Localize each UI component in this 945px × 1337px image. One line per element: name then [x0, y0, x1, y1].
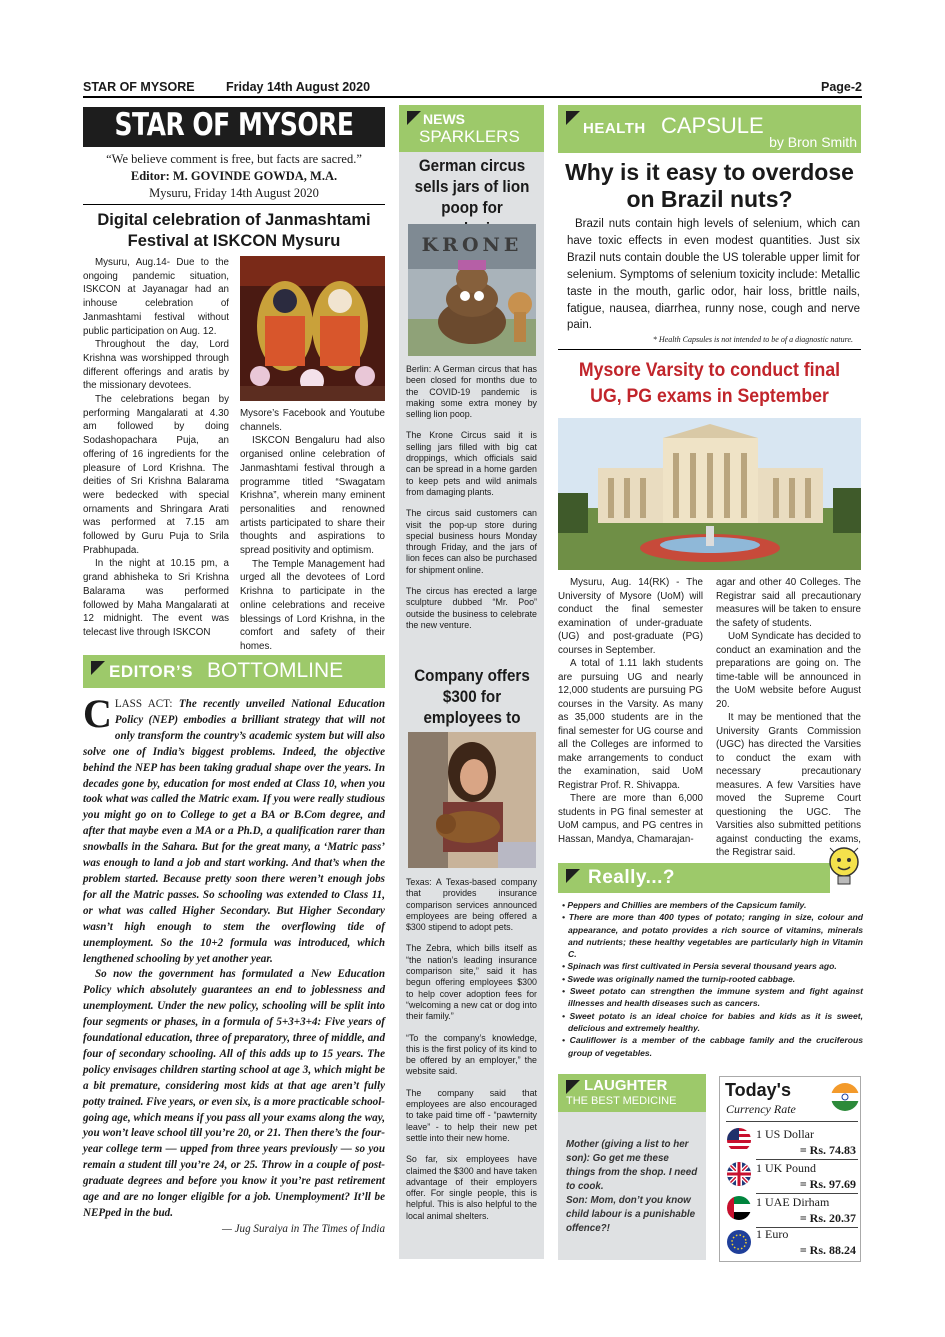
currency-box	[719, 1076, 861, 1262]
bottomline-article	[83, 691, 386, 1238]
really-banner	[558, 863, 830, 893]
currency-name-gbp: 1 UK Pound	[756, 1161, 817, 1175]
really-item-text: Sweet potato can strengthen the immune system and fight against illnesses and health diseases such as cancers.	[568, 986, 863, 1009]
health-label-bold: HEALTH	[583, 120, 646, 137]
janmashtami-paragraph: Throughout the day, Lord Krishna was worshipped through different offerings and aratis by the missionary devotees.	[83, 339, 229, 392]
bottomline-corner-mark	[91, 661, 105, 675]
varsity-paragraph: UoM Syndicate has decided to conduct an examination and the preparations are going on. The time-table will be announced in the UoM website before August 20.	[716, 631, 861, 710]
laughter-corner-mark	[566, 1080, 580, 1094]
varsity-paragraph: agar and other 40 Colleges. The Registrar said all precautionary measures will be taken to ensure the safety of students.	[716, 577, 861, 629]
news-label-light: SPARKLERS	[419, 127, 520, 146]
currency-name-usd: 1 US Dollar	[756, 1127, 814, 1141]
really-item-text: There are more than 400 types of potato; ranging in size, colour and appearance, and potato provides a rich source of vitamins, minerals and nutrients; these healthy vegetables are particularly high in Vitamin C.	[568, 912, 863, 960]
currency-row-rule	[756, 1159, 858, 1160]
health-disclaimer: * Health Capsules is not intended to be of a diagnostic nature.	[652, 335, 853, 344]
pet-adoption-photo	[408, 732, 536, 868]
news-label-bold: NEWS	[423, 111, 465, 127]
really-item: • Cauliflower is a member of the cabbage family and the cruciferous group of vegetables.	[562, 1035, 863, 1058]
laughter-title: LAUGHTER	[584, 1077, 668, 1094]
varsity-paragraph: Mysuru, Aug. 14(RK) - The University of Mysore (UoM) will conduct the final semester examination of under-graduate (UG) and post-graduate (PG) courses in September.	[558, 577, 703, 656]
janmashtami-right-column	[240, 407, 385, 654]
woman-with-dog-illustration	[408, 732, 536, 868]
bottomline-text-1: The recently unveiled National Education Policy (NEP) embodies a brilliant strategy that will not only transform the country’s academic system but will also solve one of India’s biggest problems. Indeed, the objective behind the NEP has been taking gradual shape over the years. In decades gone by, education for most ended at Class 10, when you took what was called the Matric exam. If you were really studious you might go on to College to get a BA or B.Com degree, and after that maybe even a MA or a Ph.D, a qualification rarer than snowballs in the Sahara. But for the great many, a ‘Matric pass’ was enough to land a job and start working. And that’s when the problem started. Because pretty soon there weren’t enough jobs for all the Matric passes. So schooling was extended to Class 11, or what was called Higher Secondary. But Higher Secondary wasn’t high enough to stem the overflowing tide of unemployment. So the 10+2 formula was introduced, which lengthened schooling by yet another year.	[83, 698, 386, 965]
news-paragraph: The circus has erected a large sculpture dubbed “Mr. Poo” outside the business to celebrate the new venture.	[406, 586, 537, 630]
janmashtami-paragraph: In the night at 10.15 pm, a grand abhisheka to Sri Krishna Balarama was performed followed by Maha Mangalarati at 12 midnight. The event was telecast live through ISKCON	[83, 558, 229, 638]
news-paragraph: The circus said customers can visit the pop-up store during special business hours Monday through Friday, and the jars of lion feces can also be purchased for shipment online.	[406, 508, 537, 575]
news-story-2	[406, 877, 537, 1222]
masthead-editor: Editor: M. GOVINDE GOWDA, M.A.	[130, 169, 338, 183]
varsity-column-2	[716, 576, 861, 860]
really-item: • Sweet potato is an ideal choice for babies and kids as it is sweet, delicious and extremely healthy.	[562, 1010, 863, 1033]
news-paragraph: The company said that employees are also encouraged to take paid time off - “pawternity leave” - to help their new pet settle into their new home.	[406, 1087, 537, 1143]
news-corner-mark	[407, 111, 421, 125]
really-item: • Swede was originally named the turnip-rooted cabbage.	[562, 973, 796, 984]
janmashtami-paragraph: Mysore’s Facebook and Youtube channels.	[240, 408, 385, 433]
eu-flag-icon	[727, 1230, 751, 1254]
currency-value-aed: = Rs. 20.37	[799, 1211, 856, 1225]
india-flag-icon	[831, 1083, 859, 1111]
janmashtami-paragraph: The Temple Management had urged all the devotees of Lord Krishna to participate in the online celebrations and receive blessings of Lord Krishna, in the comfort and safety of their homes.	[240, 558, 385, 652]
really-item-text: Sweet potato is an ideal choice for babies and kids as it is sweet, delicious and extremely healthy.	[568, 1010, 863, 1033]
news-story-1	[406, 364, 537, 631]
news-paragraph: Berlin: A German circus that has been closed for months due to the COVID-19 pandemic is making some extra money by selling lion poop.	[406, 364, 537, 420]
bottomline-label-light: BOTTOMLINE	[207, 659, 344, 682]
varsity-paragraph: A total of 1.11 lakh students are pursuing UG and nearly 12,000 students are pursuing PG courses in the Varsity. As many as 35,000 students are in the final semester for UG course and all the Colleges are informed to make arrangements to conduct the examination, said UoM Registrar Prof. R. Shivappa.	[558, 658, 703, 791]
masthead-motto: “We believe comment is free, but facts are sacred.”	[106, 152, 362, 166]
bottomline-paragraph-2: So now the government has formulated a New Education Policy which absolutely guarantees an end to joblessness and unemployment. Under the new policy, schooling will be split into four segments or phases, in a formula of 5+3+3+4: Five years of foundational education, three of preparatory, three of middle, and four of secondary schooling. All of this adds up to 15 years. The policy envisages children starting school at age 3, which might be a bit premature, considering most kids at that age aren’t fully potty trained. Five years, or even six, is a more practicable school-going age, which means if you pass all your exams along the way, you won’t leave school till you’re 20, or 21. Then there’s the four-year college term — upped from three years previously — so you remain a student till you’re 24, or 25. Throw in a couple of post-graduate degrees and before you know it you’re past retirement age and are no longer eligible for a job. Unemployment? It’ll be NEPped in the bud.	[83, 968, 385, 1219]
currency-value-gbp: = Rs. 97.69	[799, 1177, 856, 1191]
janmashtami-left-column	[83, 256, 229, 640]
really-item: • Peppers and Chillies are members of the Capsicum family.	[562, 900, 807, 910]
really-item: • Sweet potato can strengthen the immune system and fight against illnesses and health diseases such as cancers.	[562, 986, 863, 1009]
header-rule	[83, 96, 862, 98]
health-rule	[558, 349, 861, 350]
laughter-banner	[558, 1074, 706, 1112]
uae-flag-icon	[727, 1196, 751, 1220]
crawford-hall-illustration	[558, 418, 861, 570]
really-list	[560, 899, 863, 1059]
bottomline-dropcap: C	[83, 691, 112, 736]
header-page-number: Page-2	[821, 80, 862, 94]
really-item: • Spinach was first cultivated in Persia several thousand years ago.	[562, 961, 837, 972]
news-headline-1: German circus sells jars of lion poop for	[414, 157, 530, 217]
masthead-title: STAR OF MYSORE	[114, 106, 354, 143]
bottomline-banner	[83, 655, 385, 688]
header-paper-name: STAR OF MYSORE	[83, 80, 195, 94]
health-body: Brazil nuts contain high levels of selenium, which can have toxic effects in even modest quantities. Just six Brazil nuts contain double the US tolerable upper limit for selenium. Symptoms of selenium toxicity include: Metallic taste in the mouth, garlic odor, hair loss, brittle nails, fatigue, nausea, diarrhea, runny nose, cough and nerve pain.	[567, 218, 860, 332]
really-item-text: Swede was originally named the turnip-rooted cabbage.	[567, 973, 796, 984]
header-date: Friday 14th August 2020	[226, 80, 371, 94]
really-corner-mark	[566, 869, 580, 883]
masthead-rule	[83, 204, 385, 205]
us-flag-icon	[727, 1128, 751, 1152]
really-item: • There are more than 400 types of potato; ranging in size, colour and appearance, and potato provides a rich source of vitamins, minerals and nutrients; these healthy vegetables are particularly high in Vitamin C.	[562, 912, 863, 960]
bottomline-label-bold: EDITOR’S	[109, 662, 193, 681]
news-paragraph: So far, six employees have claimed the $300 and have taken advantage of their employers offer. For single people, this is helpful. This is also helpful to the local animal shelters.	[406, 1154, 537, 1221]
currency-value-usd: = Rs. 74.83	[799, 1143, 856, 1157]
bottomline-credit: — Jug Suraiya in The Times of India	[221, 1222, 385, 1235]
varsity-column-1	[558, 576, 703, 846]
news-paragraph: The Zebra, which bills itself as “the nation’s leading insurance comparison site,” said it has begun offering employees $300 to help cover adoption fees for “welcoming a new cat or dog into their family.”	[406, 943, 537, 1022]
health-byline: by Bron Smith	[769, 134, 857, 150]
lightbulb-icon	[826, 845, 862, 893]
health-corner-mark	[566, 111, 580, 125]
news-paragraph: Texas: A Texas-based company that provides insurance comparison services announced employees are being offered a $300 stipend to adopt pets.	[406, 877, 537, 933]
masthead-info	[83, 151, 385, 202]
news-paragraph: “To the company’s knowledge, this is the first policy of its kind to be offered by an employer,” the website said.	[406, 1032, 537, 1077]
krishna-deities-photo	[240, 256, 385, 401]
circus-sign-text: KRONE	[421, 234, 523, 256]
varsity-building-photo	[558, 418, 861, 570]
currency-title: Today's	[725, 1080, 791, 1100]
masthead-dateline: Mysuru, Friday 14th August 2020	[149, 186, 319, 200]
bottomline-lead: LASS ACT:	[114, 698, 173, 710]
health-headline: Why is it easy to overdose on Brazil nuts?	[565, 159, 854, 212]
news-paragraph: The Krone Circus said it is selling jars filled with big cat droppings, which officials said can be spread in a home garden to keep pets and wild animals from damaging plants.	[406, 430, 537, 497]
laughter-joke: Mother (giving a list to her son): Go get me these things from the shop. I need to cook. Son: Mom, don’t you know child labour is a punishable offence?!	[566, 1139, 698, 1234]
really-item-text: Spinach was first cultivated in Persia several thousand years ago.	[567, 961, 837, 972]
janmashtami-paragraph: ISKCON Bengaluru had also organised online celebration of Janmashtami festival through a programme titled “Swagatam Krishna”, wherein many eminent personalities and renowned artists participated to share their thoughts and aspirations to spread positivity and optimism.	[240, 435, 385, 557]
page-header	[83, 78, 862, 98]
currency-name-eur: 1 Euro	[756, 1227, 789, 1241]
uk-flag-icon	[727, 1162, 751, 1186]
really-item-text: Cauliflower is a member of the cabbage family and the cruciferous group of vegetables.	[568, 1035, 863, 1058]
janmashtami-paragraph: Mysuru, Aug.14- Due to the ongoing pandemic situation, ISKCON at Jayanagar had an inhouse celebration of Janmashtami festival without public participation on Aug. 12.	[83, 257, 229, 337]
masthead-banner	[83, 107, 385, 147]
currency-value-eur: = Rs. 88.24	[799, 1243, 856, 1257]
varsity-headline: Mysore Varsity to conduct final UG, PG exams in September	[578, 360, 841, 407]
janmashtami-headline: Digital celebration of Janmashtami Festival at ISKCON Mysuru	[97, 211, 371, 250]
currency-name-aed: 1 UAE Dirham	[756, 1195, 830, 1209]
news-headline-2: Company offers $300 for employees to	[414, 667, 530, 727]
varsity-paragraph: It may be mentioned that the University Grants Commission (UGC) has directed the Varsities to conduct the exam with necessary precautionary measures. A few Varsities have moved the Supreme Court questioning the UGC. The Varsities also submitted petitions against conducting the exams, the Registrar said.	[716, 712, 861, 858]
laughter-subtitle: THE BEST MEDICINE	[566, 1095, 677, 1107]
health-capsule-banner	[558, 105, 861, 153]
janmashtami-paragraph: The celebrations began by performing Mangalarati at 4.30 am followed by doing Sodashopachara Puja, an offering of 16 ingredients for the pleasure of Lord Krishna. The deities of Sri Krishna Balarama were bedecked with special ornaments and Shringara Arati was performed at 7.15 am followed by Guru Puja to Srila Prabhupada.	[83, 394, 229, 556]
news-sparklers-banner	[399, 105, 544, 152]
krishna-deities-illustration	[240, 256, 385, 401]
currency-row-rule	[756, 1193, 858, 1194]
varsity-paragraph: There are more than 6,000 students in PG final semester at UoM campus, and PG centres in Hassan, Mandya, Chamarajan-	[558, 793, 703, 845]
really-title: Really...?	[588, 867, 676, 888]
bottomline-paragraph-1	[83, 691, 386, 967]
currency-title-rule	[726, 1121, 858, 1122]
health-label-light: CAPSULE	[661, 113, 764, 138]
currency-subtitle: Currency Rate	[726, 1102, 796, 1116]
really-item-text: Peppers and Chillies are members of the Capsicum family.	[567, 900, 807, 910]
circus-photo	[408, 224, 536, 356]
